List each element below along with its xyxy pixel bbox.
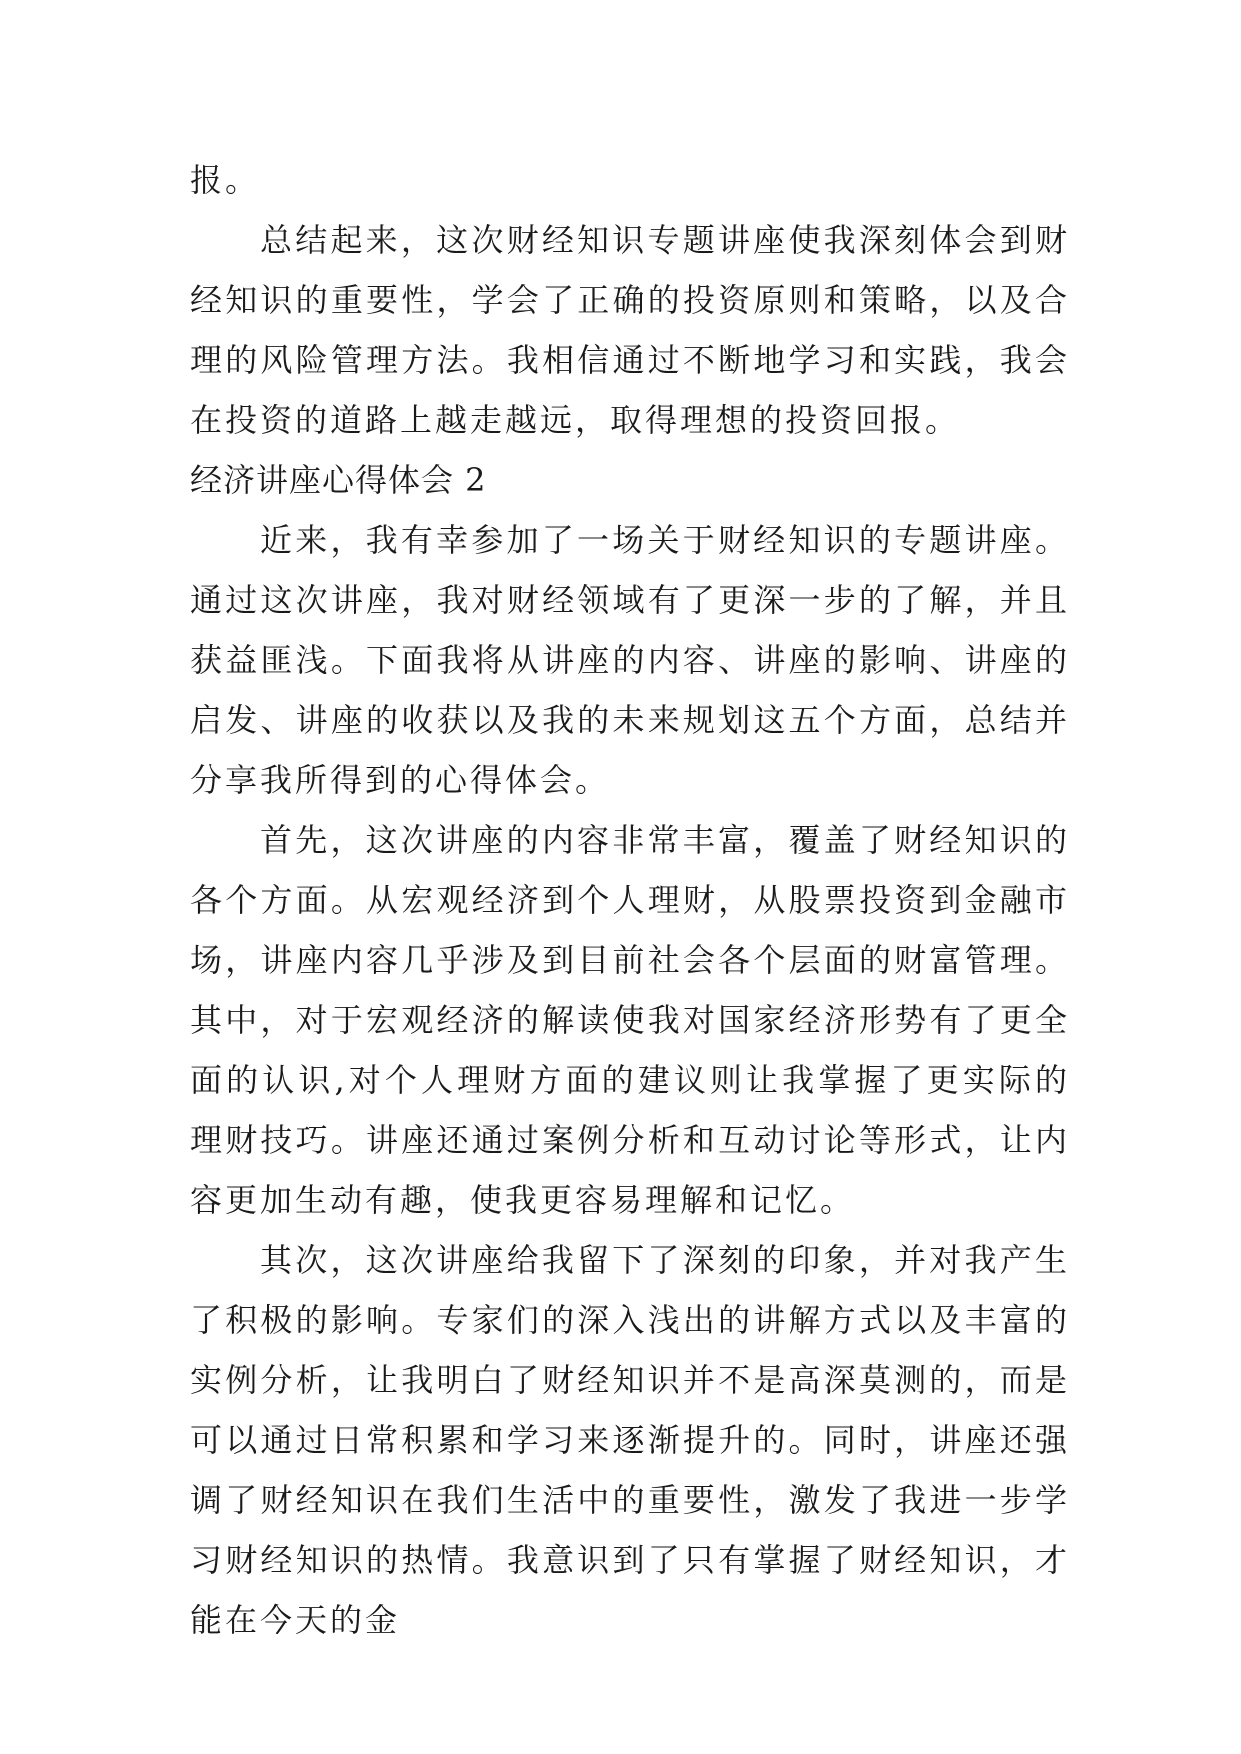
document-body xyxy=(190,150,1070,1650)
paragraph-summary: 总结起来，这次财经知识专题讲座使我深刻体会到财经知识的重要性，学会了正确的投资原则和策略，以及合理的风险管理方法。我相信通过不断地学习和实践，我会在投资的道路上越走越远，取得理想的投资回报。 xyxy=(190,221,1070,439)
section-heading: 经济讲座心得体会 2 xyxy=(190,461,487,499)
paragraph-second: 其次，这次讲座给我留下了深刻的印象，并对我产生了积极的影响。专家们的深入浅出的讲解方式以及丰富的实例分析，让我明白了财经知识并不是高深莫测的，而是可以通过日常积累和学习来逐渐提升的。同时，讲座还强调了财经知识在我们生活中的重要性，激发了我进一步学习财经知识的热情。我意识到了只有掌握了财经知识，才能在今天的金 xyxy=(190,1241,1070,1639)
paragraph-first: 首先，这次讲座的内容非常丰富，覆盖了财经知识的各个方面。从宏观经济到个人理财，从股票投资到金融市场，讲座内容几乎涉及到目前社会各个层面的财富管理。其中，对于宏观经济的解读使我对国家经济形势有了更全面的认识,对个人理财方面的建议则让我掌握了更实际的理财技巧。讲座还通过案例分析和互动讨论等形式，让内容更加生动有趣，使我更容易理解和记忆。 xyxy=(190,821,1070,1219)
paragraph-intro: 近来，我有幸参加了一场关于财经知识的专题讲座。通过这次讲座，我对财经领域有了更深一步的了解，并且获益匪浅。下面我将从讲座的内容、讲座的影响、讲座的启发、讲座的收获以及我的未来规划这五个方面，总结并分享我所得到的心得体会。 xyxy=(190,521,1070,799)
paragraph-continuation: 报。 xyxy=(190,161,261,199)
